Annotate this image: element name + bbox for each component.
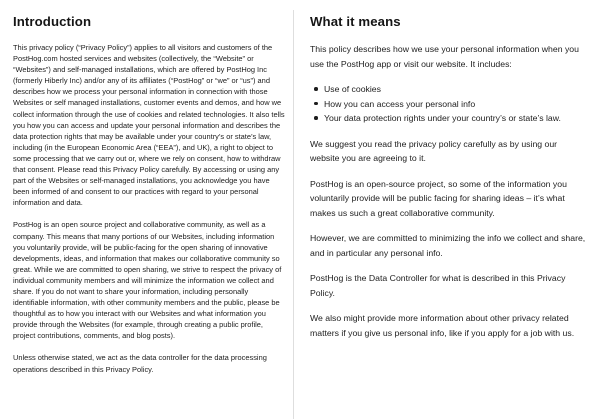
list-item xyxy=(324,97,588,112)
summary-paragraph-4: PostHog is the Data Controller for what is described in this Privacy Policy. xyxy=(310,273,566,298)
list-item xyxy=(324,82,588,97)
introduction-heading: Introduction xyxy=(13,14,92,29)
summary-intro: This policy describes how we use your personal information when you use the PostHog app or visit our website. It includes: xyxy=(310,44,579,69)
bullet-text: Use of cookies xyxy=(324,84,381,94)
what-it-means-heading: What it means xyxy=(310,14,401,29)
intro-paragraph-2: PostHog is an open source project and collaborative community, as well as a company. This means that many portions of our Websites, including information you voluntarily provide, will be public-facing for the open sharing of innovative developments, ideas, and information that makes our collaborative community so great. While we are committed to open sharing, we strive to respect the privacy of individual community members and will minimize the information we collect and share. If you do not want to share your information, including personally identifiable information, with other community members and the public, please be thoughtful as to how you interact with our Websites and what information you provide through the Websites (for example, through creating a public profile, project contributions, comments, and blog posts). xyxy=(13,220,282,341)
column-divider xyxy=(293,10,294,419)
summary-paragraph-2: PostHog is an open-source project, so some of the information you voluntarily provide will be public facing for sharing ideas – it’s what makes us such a great collaborative community. xyxy=(310,178,567,218)
what-it-means-column xyxy=(310,14,588,351)
bullet-text: Your data protection rights under your country’s or state’s law. xyxy=(324,113,561,123)
summary-paragraph-3: However, we are committed to minimizing the info we collect and share, and in particular any personal info. xyxy=(310,233,586,258)
intro-paragraph-3: Unless otherwise stated, we act as the data controller for the data processing operations described in this Privacy Policy. xyxy=(13,353,267,374)
summary-paragraph-1: We suggest you read the privacy policy carefully as by using our website you are agreeing to it. xyxy=(310,138,558,163)
introduction-column xyxy=(13,14,285,386)
list-item xyxy=(324,111,588,126)
bullet-dot-icon xyxy=(314,116,318,120)
bullet-text: How you can access your personal info xyxy=(324,98,476,109)
bullet-dot-icon xyxy=(314,87,318,91)
intro-paragraph-1: This privacy policy (“Privacy Policy”) applies to all visitors and customers of the PostHog.com hosted services and websites (collectively, the “Website” or “Websites”) and self-managed installations, which are offered by PostHog Inc (formerly Hiberly Inc) and/or any of its affiliates (“PostHog” or “we” or “us”) and describes how we process your personal information in connection with those Websites or self managed installations, customer events and demos, and how we collect information through the use of cookies and related technologies. It also tells you how you can access and update your personal information and describes the data protection rights that may be available under your country’s or state’s law, including (in the European Economic Area (“EEA”), and UK), a right to object to some processing that we carry out or, where we rely on consent, how to withdraw that consent. Please read this Privacy Policy carefully. By accessing or using any part of the Websites or self-managed installations, you acknowledge you have been informed of and consent to our practices with regard to your personal information and data. xyxy=(13,43,285,208)
summary-paragraph-5: We also might provide more information about other privacy related matters if you give us personal info, like if you apply for a job with us. xyxy=(310,313,575,338)
summary-bullet-list xyxy=(310,82,588,126)
bullet-dot-icon xyxy=(314,102,318,106)
